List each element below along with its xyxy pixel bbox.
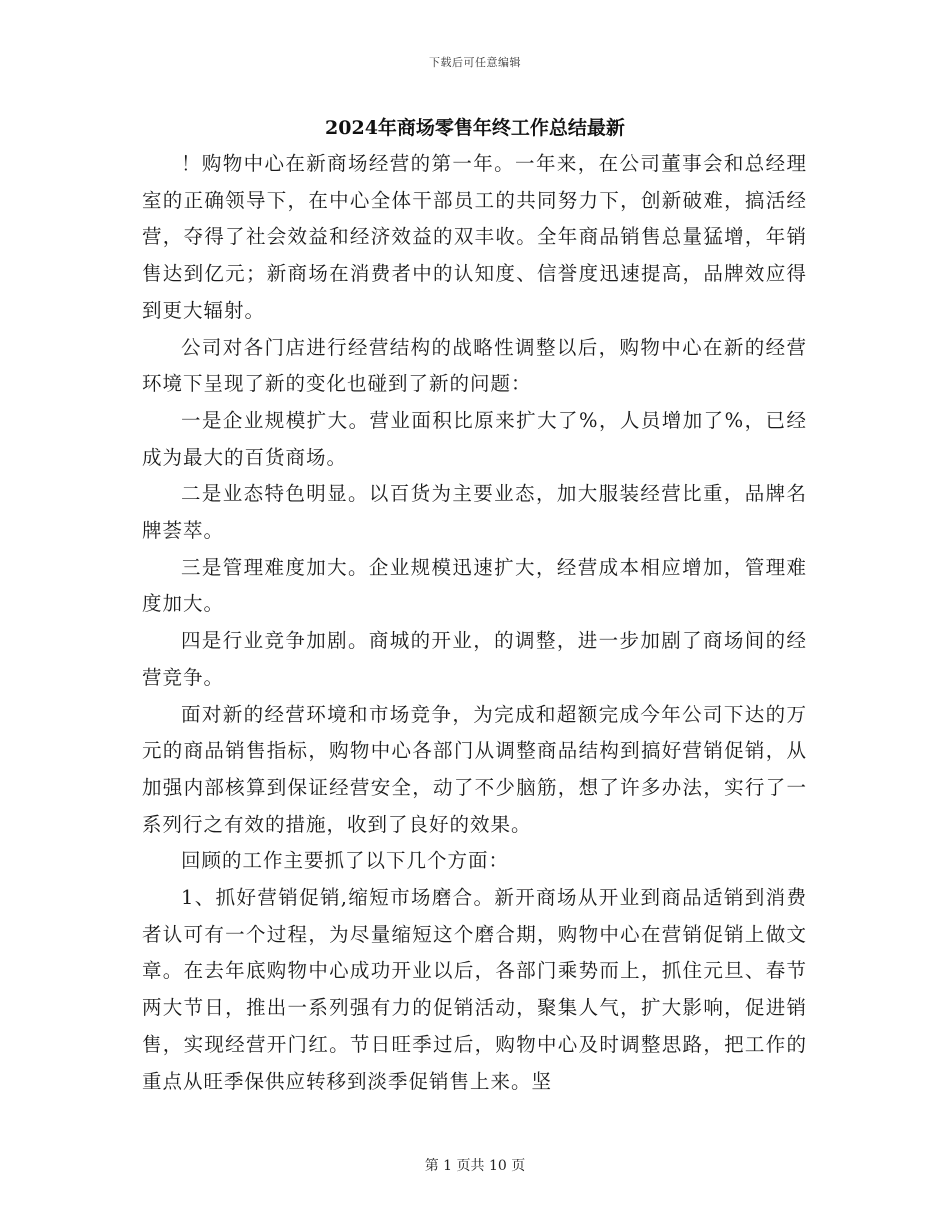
paragraph-section-1: 1、抓好营销促销,缩短市场磨合。新开商场从开业到商品适销到消费者认可有一个过程，为尽量缩短这个磨合期，购物中心在营销促销上做文章。在去年底购物中心成功开业以后，各部门乘势而上，抓住元旦、春节两大节日，推出一系列强有力的促销活动，聚集人气，扩大影响，促进销售，实现经营开门红。节日旺季过后，购物中心及时调整思路，把工作的重点从旺季保供应转移到淡季促销售上来。坚 (142, 886, 807, 1093)
paragraph-point-1: 一是企业规模扩大。营业面积比原来扩大了%，人员增加了%，已经成为最大的百货商场。 (142, 408, 807, 469)
paragraph-point-2: 二是业态特色明显。以百货为主要业态，加大服装经营比重，品牌名牌荟萃。 (142, 482, 807, 543)
paragraph-review: 回顾的工作主要抓了以下几个方面： (181, 849, 510, 873)
paragraph-point-3: 三是管理难度加大。企业规模迅速扩大，经营成本相应增加，管理难度加大。 (142, 555, 807, 616)
header-note: 下载后可任意编辑 (429, 56, 521, 69)
paragraph-measures: 面对新的经营环境和市场竞争，为完成和超额完成今年公司下达的万元的商品销售指标，购物中心各部门从调整商品结构到搞好营销促销，从加强内部核算到保证经营安全，动了不少脑筋，想了许多办法，实行了一系列行之有效的措施，收到了良好的效果。 (142, 702, 807, 836)
paragraph-restructuring: 公司对各门店进行经营结构的战略性调整以后，购物中心在新的经营环境下呈现了新的变化也碰到了新的问题： (142, 335, 807, 396)
document-body (142, 146, 807, 1100)
page-footer: 第 1 页共 10 页 (424, 1158, 526, 1174)
document-title: 2024年商场零售年终工作总结最新 (325, 117, 625, 139)
paragraph-point-4: 四是行业竞争加剧。商城的开业，的调整，进一步加剧了商场间的经营竞争。 (142, 629, 807, 689)
paragraph-intro: ！购物中心在新商场经营的第一年。一年来，在公司董事会和总经理室的正确领导下，在中心全体干部员工的共同努力下，创新破难，搞活经营，夺得了社会效益和经济效益的双丰收。全年商品销售总量猛增，年销售达到亿元；新商场在消费者中的认知度、信誉度迅速提高，品牌效应得到更大辐射。 (142, 152, 807, 322)
